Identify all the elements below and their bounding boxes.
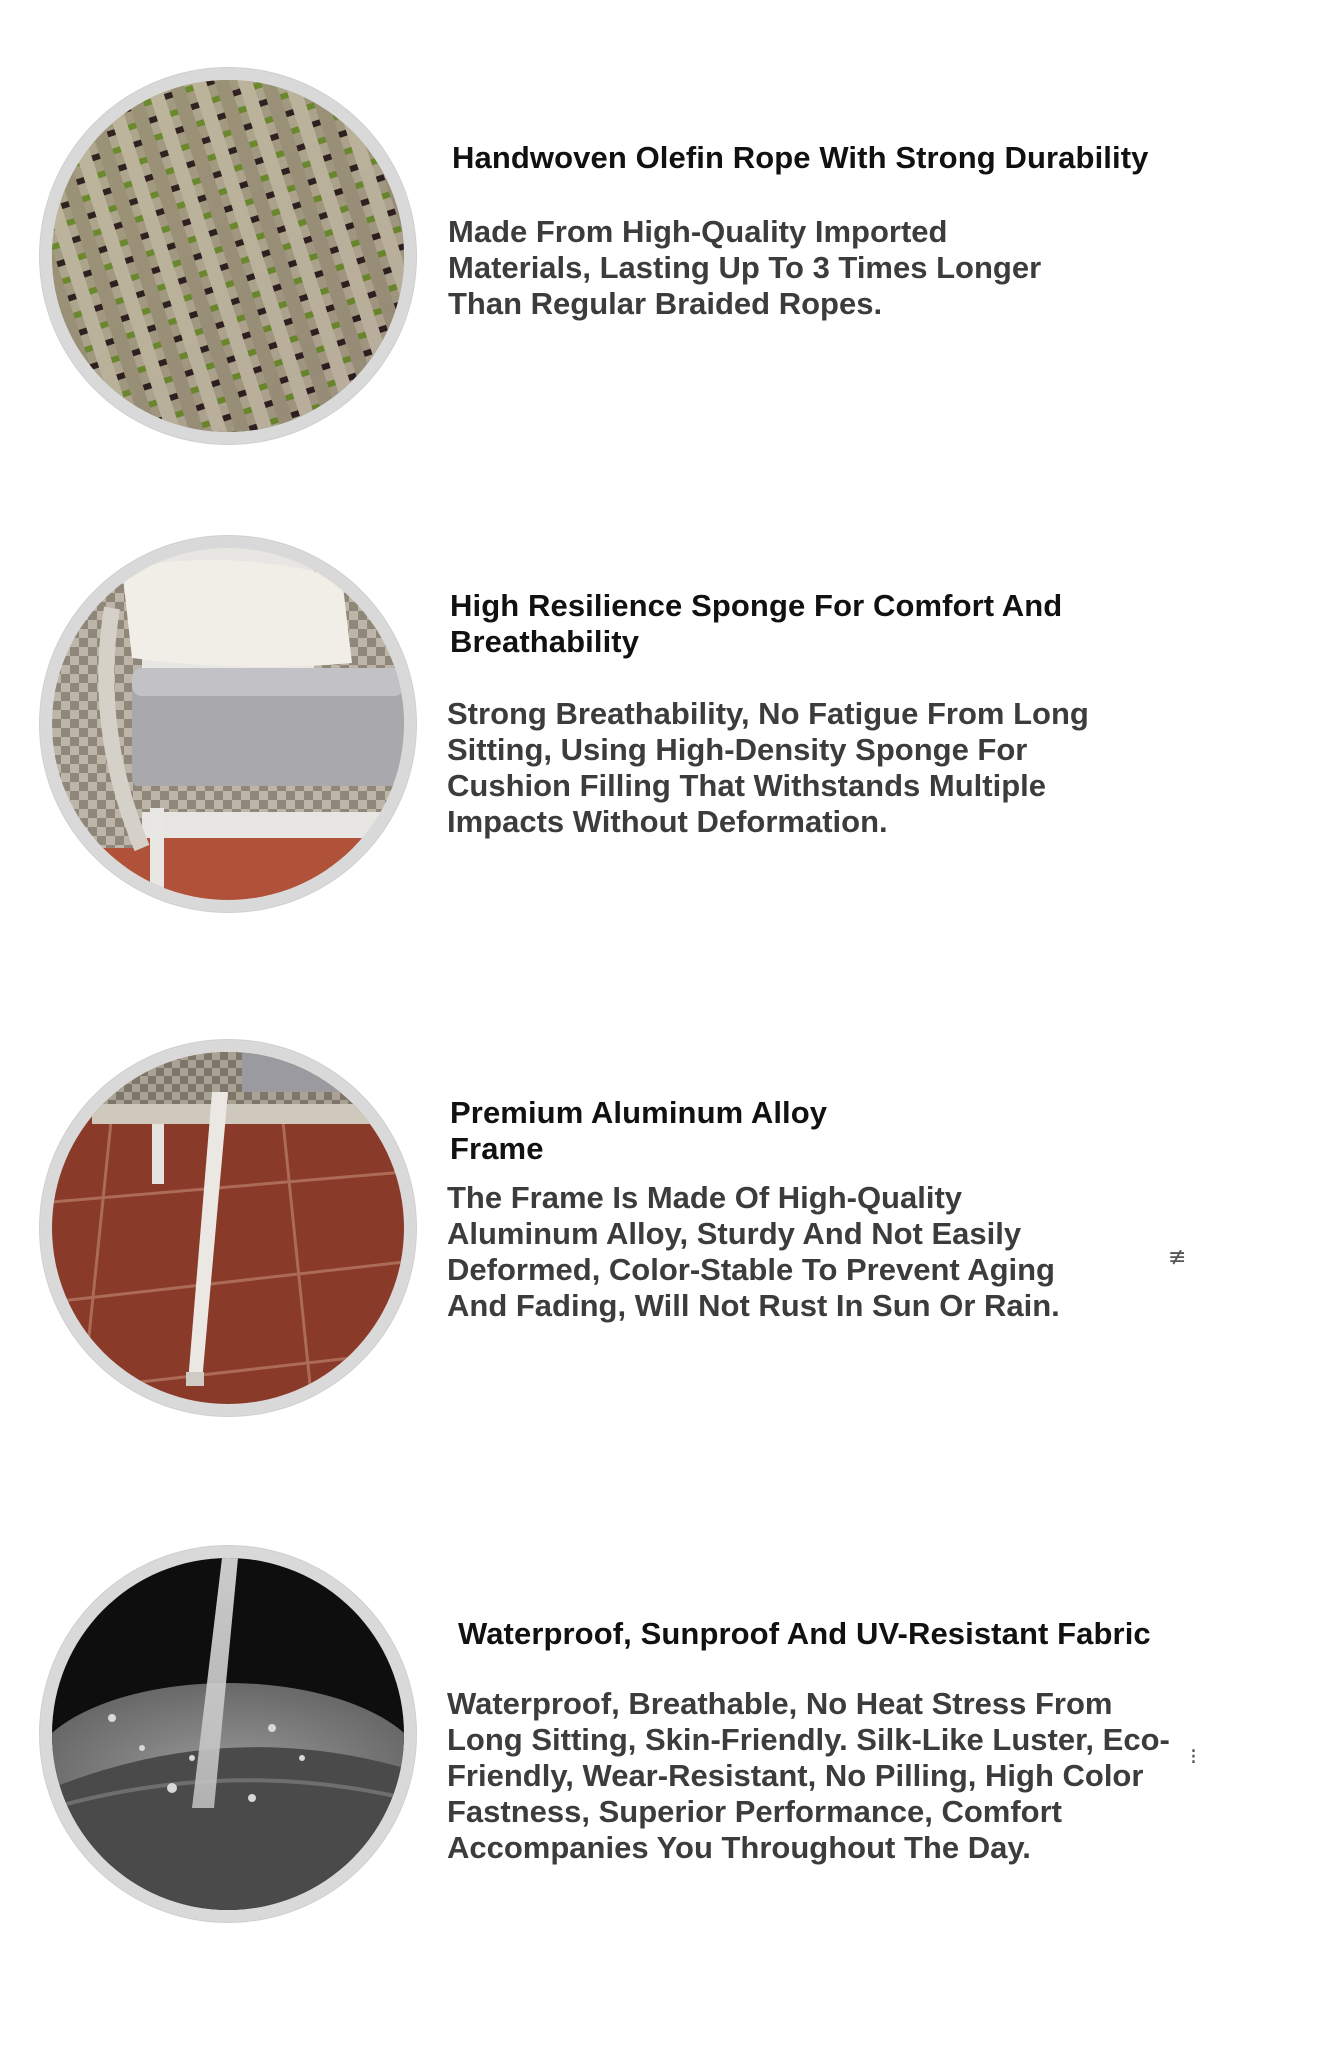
- woven-rope-image-icon: [40, 68, 416, 444]
- waterproof-fabric-image-icon: [40, 1546, 416, 1922]
- artifact-mark-icon: ≢: [1168, 1245, 1187, 1270]
- artifact-mark-icon: ⁝: [1190, 1745, 1197, 1770]
- feature-title: Handwoven Olefin Rope With Strong Durability: [452, 140, 1149, 175]
- feature-title: High Resilience Sponge For Comfort And Breathability: [450, 588, 1063, 659]
- feature-description: Strong Breathability, No Fatigue From Long Sitting, Using High-Density Sponge For Cushion Filling That Withstands Multiple Impacts Without Deformation.: [447, 696, 1089, 839]
- feature-title: Premium Aluminum Alloy Frame: [450, 1095, 828, 1166]
- feature-description: The Frame Is Made Of High-Quality Aluminum Alloy, Sturdy And Not Easily Deformed, Color-Stable To Prevent Aging And Fading, Will Not Rust In Sun Or Rain.: [447, 1180, 1060, 1323]
- feature-description: Made From High-Quality Imported Materials, Lasting Up To 3 Times Longer Than Regular Braided Ropes.: [448, 214, 1042, 321]
- feature-title: Waterproof, Sunproof And UV-Resistant Fabric: [458, 1616, 1151, 1651]
- feature-description: Waterproof, Breathable, No Heat Stress From Long Sitting, Skin-Friendly. Silk-Like Luster, Eco-Friendly, Wear-Resistant, No Pilling, High Color Fastness, Superior Performance, Comfort Accompanies You Throughout The Day.: [447, 1686, 1170, 1865]
- cushion-sponge-image-icon: [40, 536, 416, 912]
- aluminum-frame-image-icon: [40, 1040, 416, 1416]
